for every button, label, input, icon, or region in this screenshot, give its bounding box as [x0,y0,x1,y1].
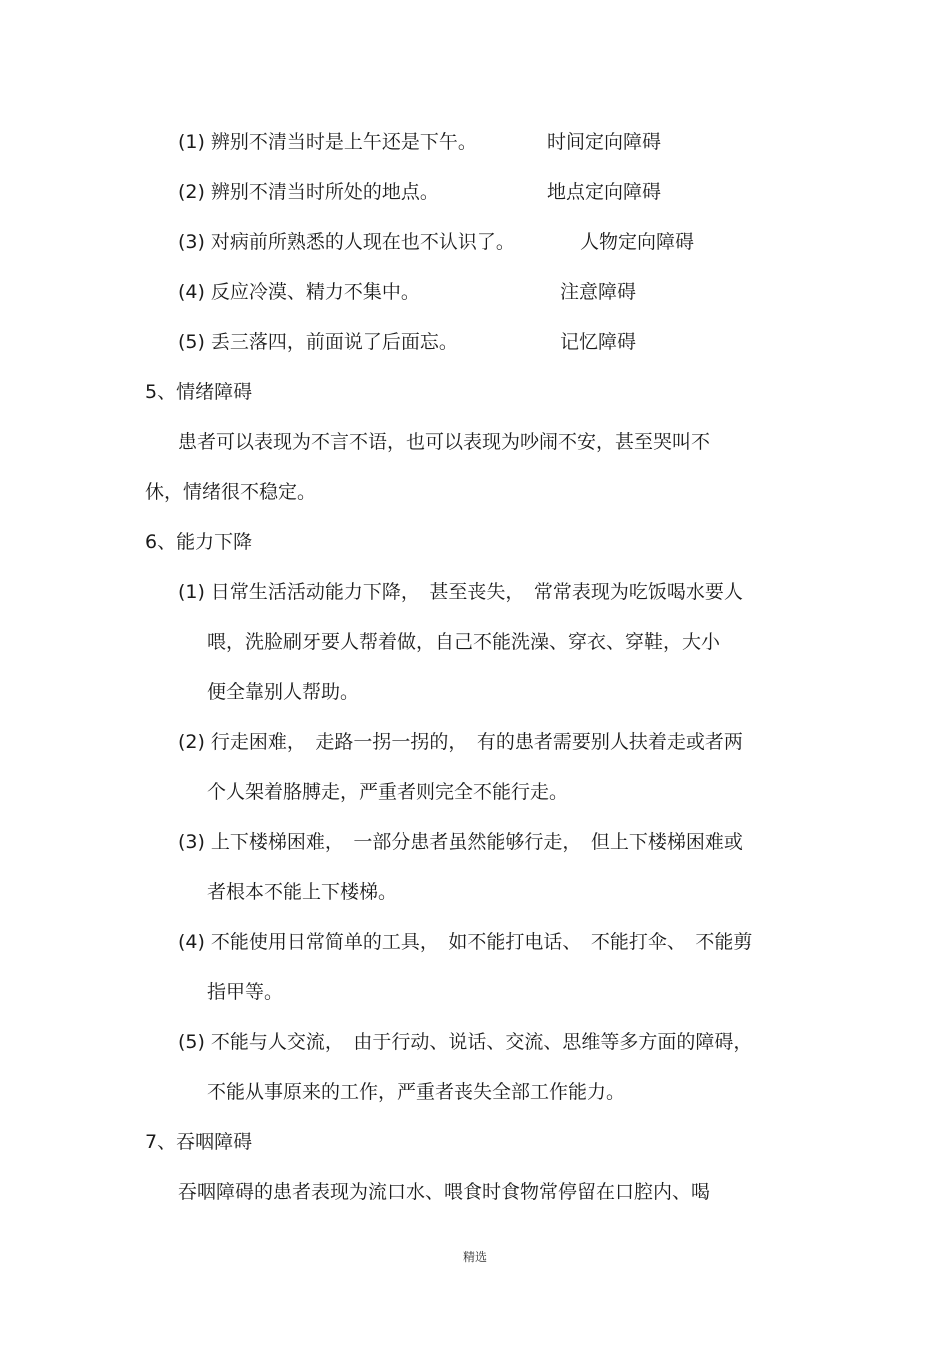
item-text: 不能使用日常简单的工具， 如不能打电话、 不能打伞、 不能剪 [210,931,753,953]
list-item [178,730,743,754]
list-item [178,230,515,254]
item-text: 日常生活活动能力下降， 甚至丧失， 常常表现为吃饭喝水要人 [210,581,743,603]
item-label: 时间定向障碍 [547,131,662,153]
list-item [178,830,743,854]
list-item [178,330,458,354]
item-text: 对病前所熟悉的人现在也不认识了。 [210,231,515,253]
list-item [178,1030,752,1054]
item-text-continued: 个人架着胳膊走，严重者则完全不能行走。 [207,781,569,803]
item-text: 辨别不清当时所处的地点。 [210,181,439,203]
paragraph-line: 休，情绪很不稳定。 [145,481,317,503]
item-text-continued: 喂，洗脸刷牙要人帮着做，自己不能洗澡、穿衣、穿鞋，大小 [207,631,721,653]
item-text-continued: 便全靠别人帮助。 [207,681,360,703]
list-item [178,180,439,204]
item-text: 不能与人交流， 由于行动、说话、交流、思维等多方面的障碍， [210,1031,753,1053]
item-number: (2) [178,731,205,753]
item-number: (5) [178,331,205,353]
item-text: 辨别不清当时是上午还是下午。 [210,131,477,153]
section-heading: 6、能力下降 [145,531,253,553]
list-item [178,930,752,954]
item-text: 行走困难， 走路一拐一拐的， 有的患者需要别人扶着走或者两 [210,731,743,753]
page-footer: 精选 [462,1250,487,1264]
item-text: 反应冷漠、精力不集中。 [210,281,420,303]
list-item [178,280,420,304]
item-number: (4) [178,281,205,303]
item-number: (1) [178,131,205,153]
item-number: (2) [178,181,205,203]
item-text-continued: 不能从事原来的工作，严重者丧失全部工作能力。 [207,1081,626,1103]
item-text-continued: 者根本不能上下楼梯。 [207,881,398,903]
paragraph-line: 患者可以表现为不言不语，也可以表现为吵闹不安，甚至哭叫不 [178,431,711,453]
item-text-continued: 指甲等。 [207,981,284,1003]
list-item [178,580,743,604]
item-number: (1) [178,581,205,603]
list-item [178,130,477,154]
item-number: (3) [178,231,205,253]
item-number: (4) [178,931,205,953]
section-heading: 5、情绪障碍 [145,381,253,403]
item-label: 注意障碍 [560,281,637,303]
paragraph-line: 吞咽障碍的患者表现为流口水、喂食时食物常停留在口腔内、喝 [178,1181,711,1203]
item-label: 记忆障碍 [560,331,637,353]
item-text: 上下楼梯困难， 一部分患者虽然能够行走， 但上下楼梯困难或 [210,831,743,853]
item-label: 人物定向障碍 [580,231,695,253]
item-label: 地点定向障碍 [547,181,662,203]
item-text: 丢三落四，前面说了后面忘。 [210,331,458,353]
item-number: (3) [178,831,205,853]
item-number: (5) [178,1031,205,1053]
section-heading: 7、吞咽障碍 [145,1131,253,1153]
